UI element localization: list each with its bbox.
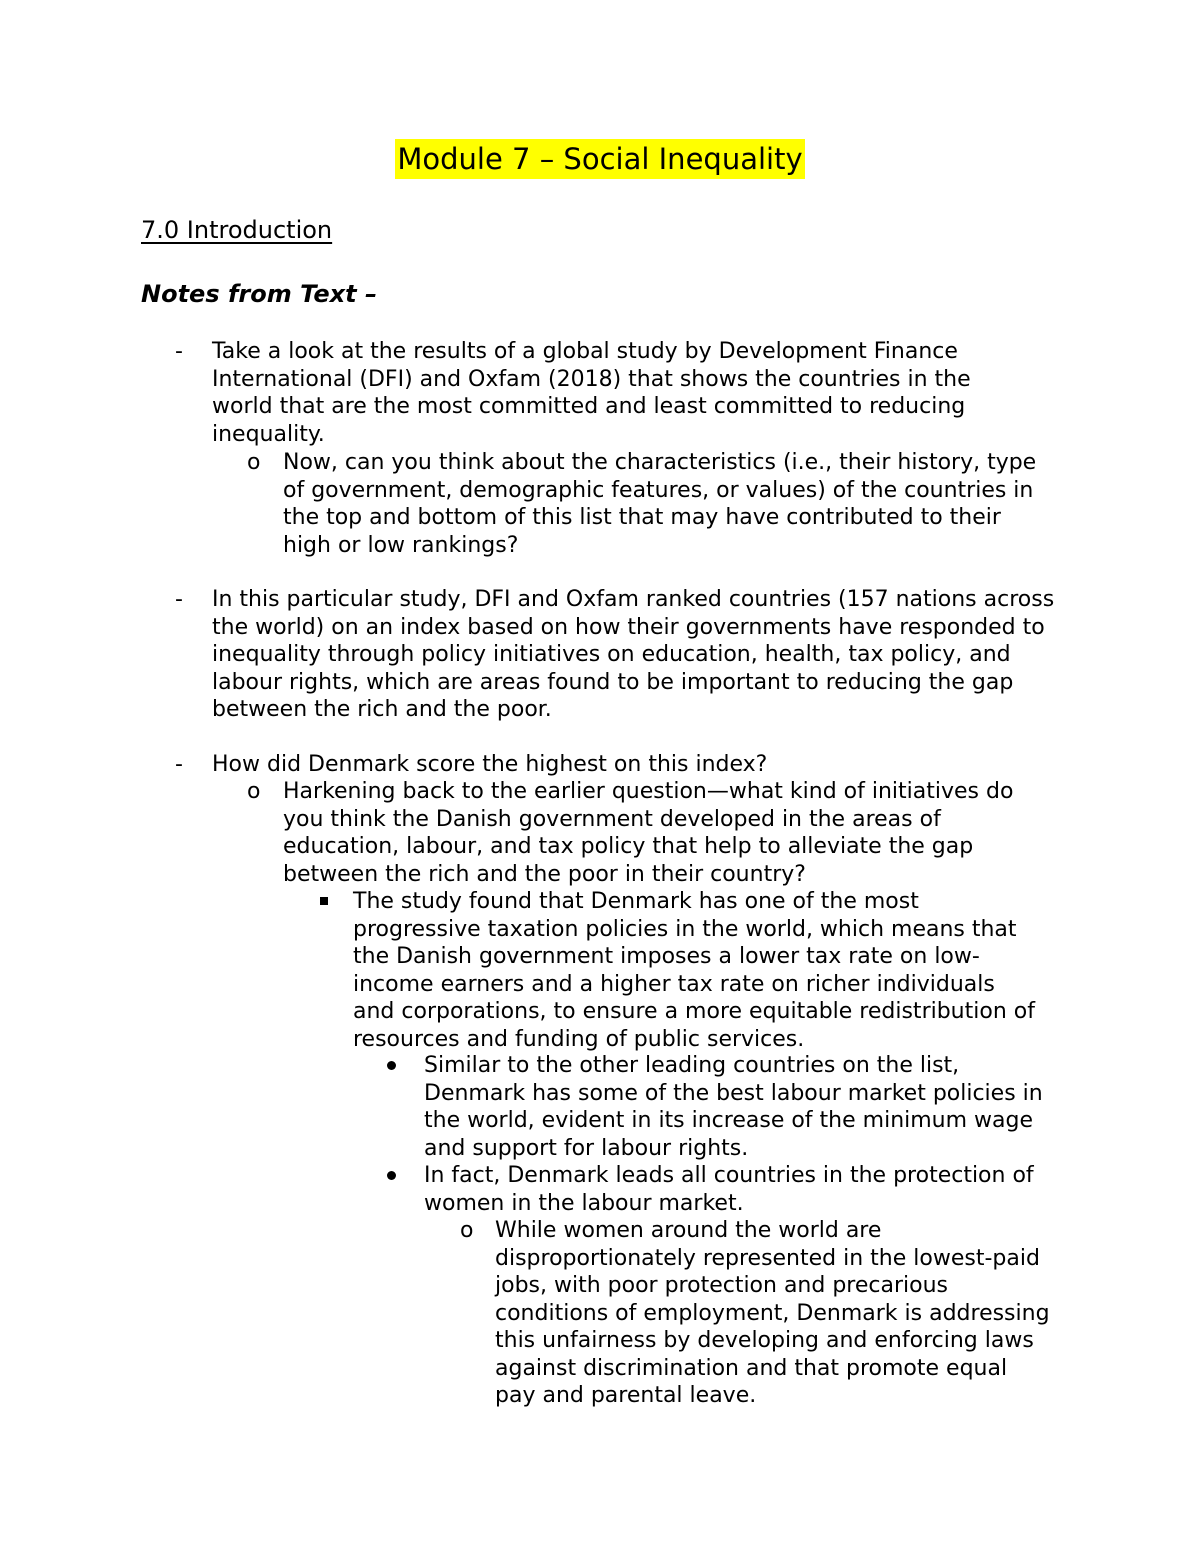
list-item: Take a look at the results of a global study by Development Finance International (DFI) and Oxfam (2018) that shows the countries in the world that are the most committed and least committed to reducing inequality.	[212, 339, 971, 447]
dot-bullet-icon	[387, 1171, 396, 1180]
circle-marker: o	[460, 1218, 474, 1243]
circle-marker: o	[247, 450, 261, 475]
dash-marker: -	[175, 339, 183, 364]
title-container	[0, 139, 1200, 179]
dash-marker: -	[175, 587, 183, 612]
circle-marker: o	[247, 779, 261, 804]
square-bullet-icon	[320, 897, 328, 905]
list-item: Now, can you think about the characteristics (i.e., their history, type of government, demographic features, or values) of the countries in the top and bottom of this list that may have contributed to their high or low rankings?	[283, 450, 1037, 558]
list-item: The study found that Denmark has one of the most progressive taxation policies in the world, which means that the Danish government imposes a lower tax rate on low-income earners and a higher tax rate on richer individuals and corporations, to ensure a more equitable redistribution of resources and funding of public services.	[353, 889, 1035, 1052]
list-item: In fact, Denmark leads all countries in the protection of women in the labour market.	[424, 1163, 1034, 1216]
dot-bullet-icon	[387, 1061, 396, 1070]
list-item: While women around the world are disproportionately represented in the lowest-paid jobs, with poor protection and precarious conditions of employment, Denmark is addressing this unfairness by developing and enforcing laws against discrimination and that promote equal pay and parental leave.	[495, 1218, 1050, 1408]
dash-marker: -	[175, 752, 183, 777]
list-item: Similar to the other leading countries on the list, Denmark has some of the best labour market policies in the world, evident in its increase of the minimum wage and support for labour rights.	[424, 1053, 1043, 1161]
list-item: Harkening back to the earlier question—what kind of initiatives do you think the Danish government developed in the areas of education, labour, and tax policy that help to alleviate the gap between the rich and the poor in their country?	[283, 779, 1014, 887]
notes-heading: Notes from Text –	[141, 280, 377, 308]
section-heading: 7.0 Introduction	[141, 216, 333, 244]
list-item: How did Denmark score the highest on this index?	[212, 752, 768, 777]
list-item: In this particular study, DFI and Oxfam ranked countries (157 nations across the world) on an index based on how their governments have responded to inequality through policy initiatives on education, health, tax policy, and labour rights, which are areas found to be important to reducing the gap between the rich and the poor.	[212, 587, 1055, 722]
page-title: Module 7 – Social Inequality	[395, 139, 804, 179]
